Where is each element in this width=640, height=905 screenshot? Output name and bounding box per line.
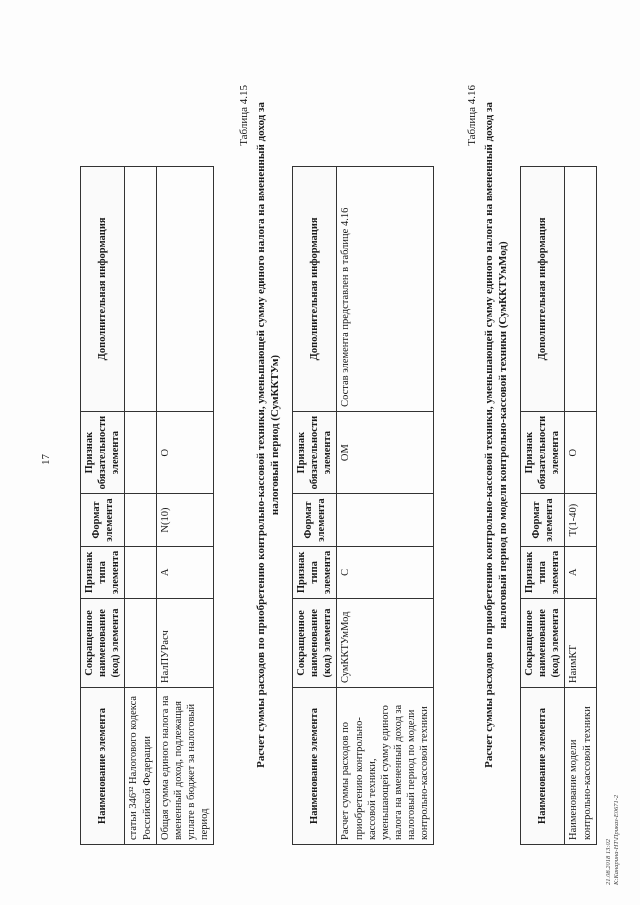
table-header-row bbox=[521, 166, 565, 844]
table-row bbox=[125, 166, 156, 844]
table-continued bbox=[80, 166, 214, 845]
cell-format: Т(1-40) bbox=[565, 494, 596, 546]
cell-name: Наименование модели контрольно-кассовой техники bbox=[565, 688, 596, 845]
cell-info bbox=[565, 166, 596, 411]
table-row bbox=[337, 166, 434, 844]
cell-required: О bbox=[156, 411, 214, 494]
cell-type: А bbox=[565, 546, 596, 598]
cell-format bbox=[337, 494, 434, 546]
cell-type: А bbox=[156, 546, 214, 598]
header-code: Сокращенное наименование (код) элемента bbox=[293, 599, 337, 688]
cell-format bbox=[125, 494, 156, 546]
table-title-4-16: Расчет суммы расходов по приобретению контрольно-кассовой техники, уменьшающей сумму единого налога на вмененный доход за налоговый период по модели контрольно-кассовой техники (СумККТУмМод) bbox=[483, 102, 510, 768]
header-info: Дополнительная информация bbox=[293, 166, 337, 411]
cell-info bbox=[156, 166, 214, 411]
table-header-row bbox=[81, 166, 125, 844]
cell-name: Общая сумма единого налога на вмененный доход, подлежащая уплате в бюджет за налоговый период bbox=[156, 688, 214, 845]
cell-format: N(10) bbox=[156, 494, 214, 546]
header-format: Формат элемента bbox=[521, 494, 565, 546]
table-4-15 bbox=[292, 166, 434, 845]
cell-code: СумККТУмМод bbox=[337, 599, 434, 688]
header-required: Признак обязательности элемента bbox=[81, 411, 125, 494]
cell-info: Состав элемента представлен в таблице 4.16 bbox=[337, 166, 434, 411]
header-type: Признак типа элемента bbox=[521, 546, 565, 598]
header-info: Дополнительная информация bbox=[521, 166, 565, 411]
table-row bbox=[156, 166, 214, 844]
header-format: Формат элемента bbox=[81, 494, 125, 546]
cell-required bbox=[125, 411, 156, 494]
cell-code bbox=[125, 599, 156, 688]
cell-name: Расчет суммы расходов по приобретению контрольно-кассовой техники, уменьшающей сумму единого налога на вмененный доход за налоговый период по модели контрольно-кассовой техники bbox=[337, 688, 434, 845]
header-code: Сокращенное наименование (код) элемента bbox=[81, 599, 125, 688]
header-code: Сокращенное наименование (код) элемента bbox=[521, 599, 565, 688]
cell-code: НаимКТ bbox=[565, 599, 596, 688]
cell-code: НалПУРасч bbox=[156, 599, 214, 688]
cell-type bbox=[125, 546, 156, 598]
header-name: Наименование элемента bbox=[81, 688, 125, 845]
header-required: Признак обязательности элемента bbox=[521, 411, 565, 494]
table-header-row bbox=[293, 166, 337, 844]
cell-info bbox=[125, 166, 156, 411]
header-type: Признак типа элемента bbox=[81, 546, 125, 598]
header-name: Наименование элемента bbox=[521, 688, 565, 845]
header-type: Признак типа элемента bbox=[293, 546, 337, 598]
header-format: Формат элемента bbox=[293, 494, 337, 546]
cell-type: С bbox=[337, 546, 434, 598]
header-required: Признак обязательности элемента bbox=[293, 411, 337, 494]
table-number-4-16: Таблица 4.16 bbox=[466, 85, 478, 146]
cell-name: статьи 346³² Налогового кодекса Российской Федерации bbox=[125, 688, 156, 845]
cell-required: О bbox=[565, 411, 596, 494]
header-name: Наименование элемента bbox=[293, 688, 337, 845]
print-stamp bbox=[605, 795, 621, 885]
print-stamp-date: 21.08.2018 13:02 bbox=[605, 838, 612, 885]
table-row bbox=[565, 166, 596, 844]
table-title-4-15: Расчет суммы расходов по приобретению контрольно-кассовой техники, уменьшающей сумму единого налога на вмененный доход за налоговый период (СумККТУм) bbox=[255, 102, 282, 768]
print-stamp-path: К:Канарина-НТ\Приказ-Е0671-2 bbox=[612, 794, 620, 885]
table-4-16 bbox=[520, 166, 597, 845]
table-number-4-15: Таблица 4.15 bbox=[238, 85, 250, 146]
header-info: Дополнительная информация bbox=[81, 166, 125, 411]
cell-required: ОМ bbox=[337, 411, 434, 494]
page-number: 17 bbox=[40, 454, 52, 465]
